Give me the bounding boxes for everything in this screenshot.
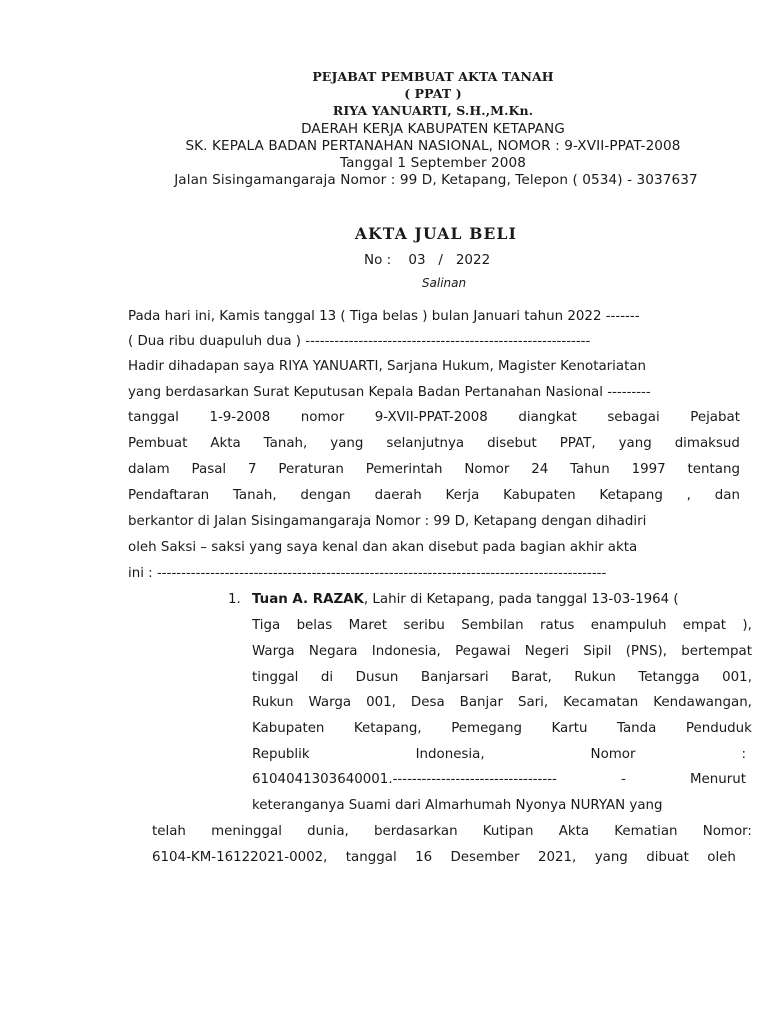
body-line: dalam Pasal 7 Peraturan Pemerintah Nomor 24 Tahun 1997 tentang [128, 462, 740, 477]
header-decree: SK. KEPALA BADAN PERTANAHAN NASIONAL, NOMOR : 9-XVII-PPAT-2008 [185, 138, 681, 154]
copy-label: Salinan [421, 276, 467, 290]
header-region: DAERAH KERJA KABUPATEN KETAPANG [301, 121, 565, 137]
header-abbrev: ( PPAT ) [404, 86, 462, 101]
header-date: Tanggal 1 September 2008 [339, 155, 527, 171]
deed-number: No : 03 / 2022 [364, 252, 491, 268]
party-number: 1. [228, 592, 241, 607]
header-office: PEJABAT PEMBUAT AKTA TANAH [312, 69, 554, 84]
body-line: ini : --------------------------------------------------------------------------------------------- [128, 566, 607, 581]
body-line: berkantor di Jalan Sisingamangaraja Nomor : 99 D, Ketapang dengan dihadiri [128, 514, 647, 529]
body-line: Pendaftaran Tanah, dengan daerah Kerja Kabupaten Ketapang , dan [128, 488, 740, 503]
header-name: RIYA YANUARTI, S.H.,M.Kn. [332, 103, 534, 118]
body-line: oleh Saksi – saksi yang saya kenal dan akan disebut pada bagian akhir akta [128, 540, 638, 555]
party-name: Tuan A. RAZAK [252, 592, 364, 607]
party-first-rest: , Lahir di Ketapang, pada tanggal 13-03-1964 ( [363, 592, 679, 607]
body-line: Hadir dihadapan saya RIYA YANUARTI, Sarjana Hukum, Magister Kenotariatan [128, 359, 647, 374]
party-line: 6104-KM-16122021-0002, tanggal 16 Desember 2021, yang dibuat oleh [152, 850, 736, 865]
party-line: Rukun Warga 001, Desa Banjar Sari, Kecamatan Kendawangan, [252, 695, 752, 710]
party-first-line [252, 591, 760, 609]
body-line: Pembuat Akta Tanah, yang selanjutnya disebut PPAT, yang dimaksud [128, 436, 740, 451]
party-line: 6104041303640001.---------------------------------- - Menurut [252, 772, 746, 787]
party-line: keteranganya Suami dari Almarhumah Nyonya NURYAN yang [252, 798, 663, 813]
party-line: Tiga belas Maret seribu Sembilan ratus enampuluh empat ), [252, 618, 752, 633]
party-line: Kabupaten Ketapang, Pemegang Kartu Tanda Penduduk [252, 721, 752, 736]
party-line: telah meninggal dunia, berdasarkan Kutipan Akta Kematian Nomor: [152, 824, 752, 839]
party-line: tinggal di Dusun Banjarsari Barat, Rukun Tetangga 001, [252, 670, 752, 685]
body-line: ( Dua ribu duapuluh dua ) ----------------------------------------------------------- [128, 334, 591, 349]
party-line: Republik Indonesia, Nomor : [252, 747, 746, 762]
body-line: yang berdasarkan Surat Keputusan Kepala Badan Pertanahan Nasional --------- [128, 385, 651, 400]
deed-title: AKTA JUAL BELI [354, 224, 518, 243]
body-line: Pada hari ini, Kamis tanggal 13 ( Tiga belas ) bulan Januari tahun 2022 ------- [128, 309, 640, 324]
body-line: tanggal 1-9-2008 nomor 9-XVII-PPAT-2008 diangkat sebagai Pejabat [128, 410, 740, 425]
header-address: Jalan Sisingamangaraja Nomor : 99 D, Ketapang, Telepon ( 0534) - 3037637 [174, 172, 698, 188]
party-line: Warga Negara Indonesia, Pegawai Negeri Sipil (PNS), bertempat [252, 644, 752, 659]
